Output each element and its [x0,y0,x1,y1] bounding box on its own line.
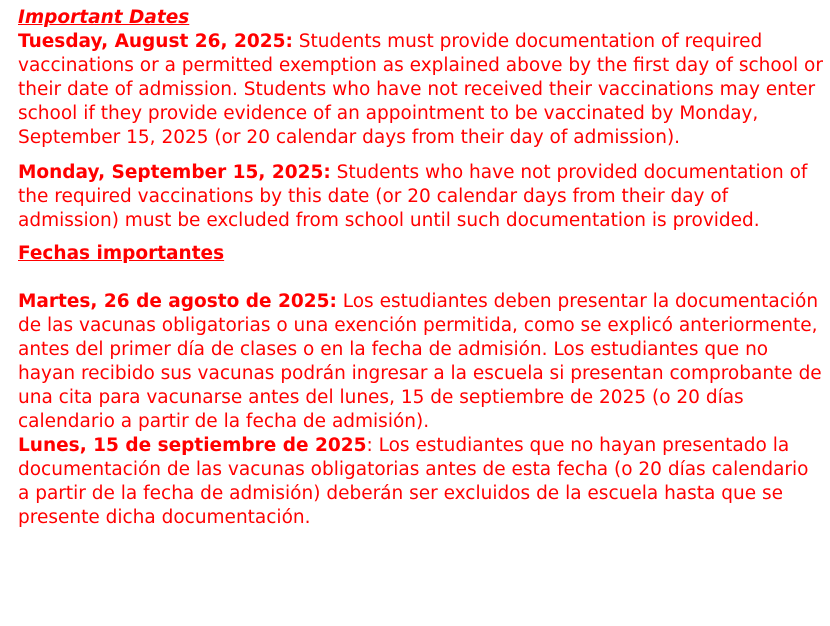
entry-date: Tuesday, August 26, 2025: [18,31,293,52]
spacer [18,150,824,161]
spacer [18,233,824,242]
heading-fechas-importantes: Fechas importantes [18,243,225,264]
entry-date: Lunes, 15 de septiembre de 2025 [18,435,367,456]
heading-important-dates: Important Dates [18,7,190,28]
entry-text: Los estudiantes deben presentar la documentación de las vacunas obligatorias o una exención permitida, como se explicó anteriormente, antes del primer día de clases o en la fecha de admisión. Los estudiantes que no hayan recibido sus vacunas podrán ingresar a la escuela si presentan comprobante de una cita para vacunarse antes del lunes, 15 de septiembre de 2025 (o 20 días calendario a partir de la fecha de admisión). [18,291,822,432]
document-body [18,6,824,530]
spacer [18,266,824,290]
entry-text: : Los estudiantes que no hayan presentado la documentación de las vacunas obligatorias antes de esta fecha (o 20 días calendario a partir de la fecha de admisión) deberán ser excluidos de la escuela hasta que se presente dicha documentación. [18,435,809,528]
entry-martes-26 [18,290,824,434]
entry-lunes-15 [18,434,824,530]
entry-august-26 [18,30,824,150]
entry-text: Students who have not provided documentation of the required vaccinations by this date (or 20 calendar days from their day of admission) must be excluded from school until such documentation is provided. [18,162,808,231]
entry-date: Martes, 26 de agosto de 2025: [18,291,337,312]
entry-september-15 [18,161,824,233]
entry-date: Monday, September 15, 2025: [18,162,331,183]
entry-text: Students must provide documentation of required vaccinations or a permitted exemption as explained above by the first day of school or their date of admission. Students who have not received their vaccinations may enter school if they provide evidence of an appointment to be vaccinated by Monday, September 15, 2025 (or 20 calendar days from their day of admission). [18,31,823,148]
